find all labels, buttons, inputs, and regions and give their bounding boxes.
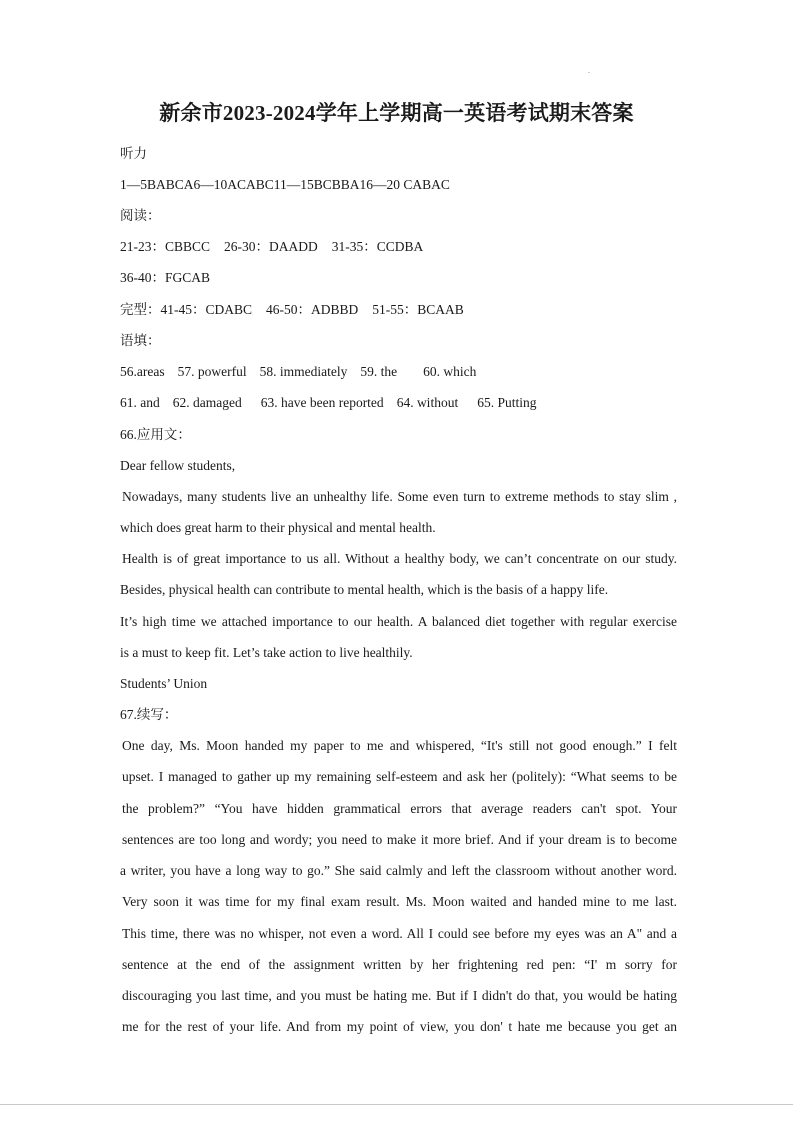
- writing66-line: Besides, physical health can contribute to mental health, which is the basis of a happy life.: [120, 582, 609, 597]
- grammar-answers-row1: [120, 363, 677, 381]
- grammar-answer: 61. and: [120, 395, 160, 410]
- grammar-answer: 63. have been reported: [260, 395, 384, 410]
- grammar-answers-row2: [120, 394, 677, 412]
- grammar-answer: 56.areas: [120, 364, 165, 379]
- writing67-line: sentence at the end of the assignment written by her frightening red pen: “I' m sorry for: [122, 957, 677, 972]
- reading-heading: 阅读：: [120, 208, 161, 223]
- grammar-answer: 57. powerful: [177, 364, 247, 379]
- writing67-line: discouraging you last time, and you must be hating me. But if I didn't do that, you would be hating: [122, 988, 677, 1003]
- writing67-line: the problem?” “You have hidden grammatical errors that average readers can't spot. Your: [122, 801, 677, 816]
- writing67-line: me for the rest of your life. And from my point of view, you don' t hate me because you get an: [122, 1019, 677, 1034]
- cloze-answers: [120, 301, 677, 319]
- page-title: 新余市2023-2024学年上学期高一英语考试期末答案: [159, 101, 634, 125]
- cloze-answer: 51-55：BCAAB: [372, 302, 464, 317]
- reading-answer: 21-23：CBBCC: [120, 239, 211, 254]
- grammar-answer: 65. Putting: [477, 395, 537, 410]
- writing67-line: sentences are too long and wordy; you need to make it more brief. And if your dream is to become: [122, 832, 677, 847]
- grammar-answer: 62. damaged: [172, 395, 242, 410]
- writing67-line: upset. I managed to gather up my remaining self-esteem and ask her (politely): “What seems to be: [122, 769, 677, 784]
- writing66-line: is a must to keep fit. Let’s take action to live healthily.: [120, 645, 413, 660]
- writing67-line: This time, there was no whisper, not even a word. All I could see before my eyes was an A" and a: [122, 926, 677, 941]
- writing66-greeting: Dear fellow students,: [120, 458, 236, 473]
- writing66-line: Nowadays, many students live an unhealthy life. Some even turn to extreme methods to stay slim ,: [122, 489, 677, 504]
- reading-answer: 31-35：CCDBA: [331, 239, 424, 254]
- writing66-line: Health is of great importance to us all. Without a healthy body, we can’t concentrate on our study.: [122, 551, 677, 566]
- reading-answers-row2: 36-40：FGCAB: [120, 270, 211, 285]
- writing66-signature: Students’ Union: [120, 676, 208, 691]
- writing66-line: which does great harm to their physical and mental health.: [120, 520, 436, 535]
- reading-answers-row1: [120, 238, 677, 256]
- writing67-line: One day, Ms. Moon handed my paper to me and whispered, “It's still not good enough.” I felt: [122, 738, 677, 753]
- grammar-answer: 60. which: [423, 364, 477, 379]
- listening-answers: 1—5BABCA6—10ACABC11—15BCBBA16—20 CABAC: [120, 177, 450, 192]
- page-bottom-divider: [0, 1104, 793, 1105]
- grammar-answer: 58. immediately: [259, 364, 348, 379]
- writing67-heading: 67.续写：: [120, 707, 178, 722]
- cloze-answer: 46-50：ADBBD: [266, 302, 359, 317]
- reading-answer: 26-30：DAADD: [224, 239, 318, 254]
- writing66-heading: 66.应用文：: [120, 427, 191, 442]
- writing66-line: It’s high time we attached importance to our health. A balanced diet together with regular exercise: [120, 614, 677, 629]
- grammar-answer: 64. without: [396, 395, 459, 410]
- writing67-line: a writer, you have a long way to go.” She said calmly and left the classroom without another word.: [120, 863, 677, 878]
- grammar-answer: 59. the: [360, 364, 398, 379]
- header-mark: .: [588, 66, 590, 75]
- grammar-heading: 语填：: [120, 333, 161, 348]
- cloze-label: 完型：: [120, 302, 161, 317]
- listening-heading: 听力: [120, 146, 147, 161]
- writing67-line: Very soon it was time for my final exam result. Ms. Moon waited and handed mine to me last.: [122, 894, 677, 909]
- cloze-answer: 41-45：CDABC: [160, 302, 253, 317]
